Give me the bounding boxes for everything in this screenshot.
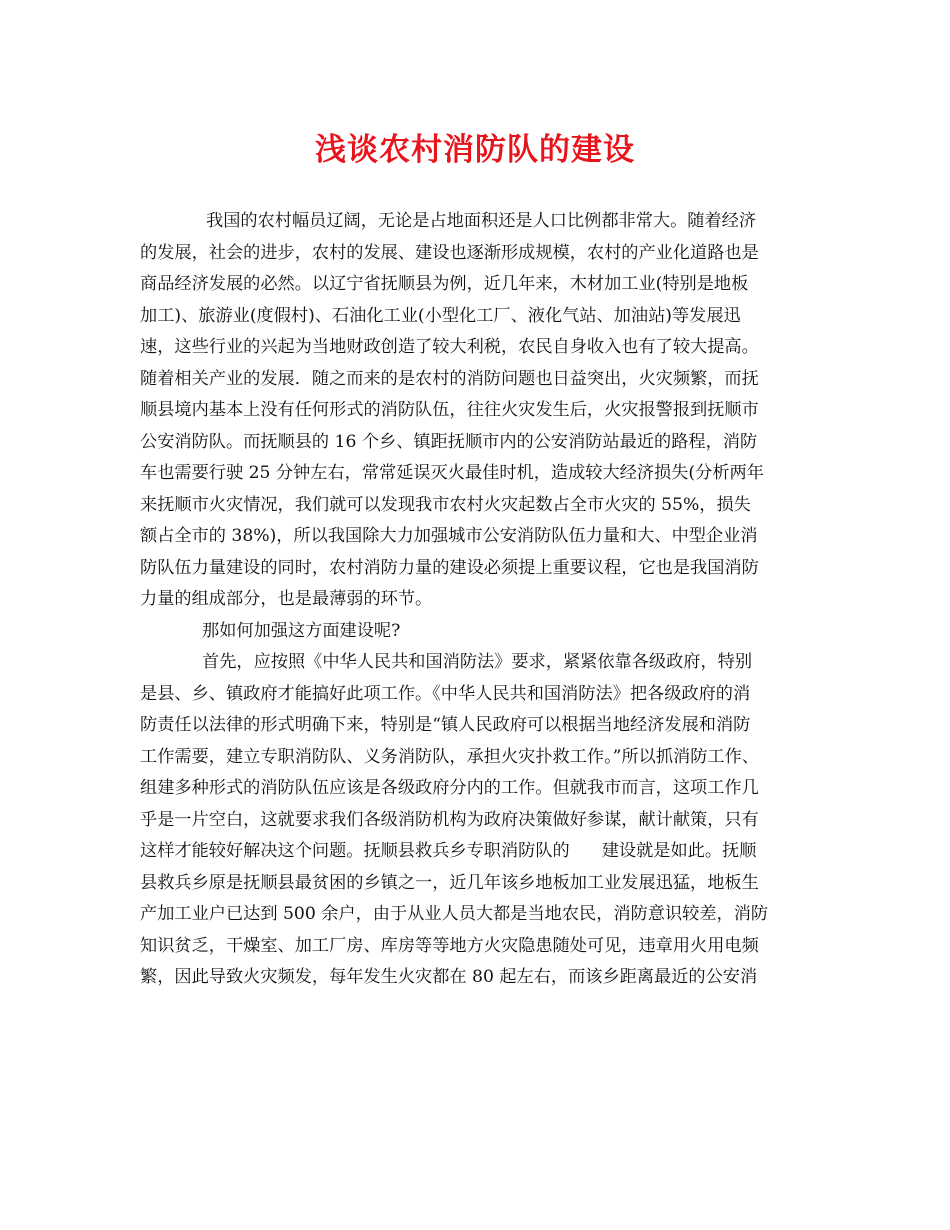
document-body — [140, 206, 814, 994]
paragraph-line: 产加工业户已达到 500 余户，由于从业人员大都是当地农民，消防意识较差，消防 — [140, 904, 769, 924]
paragraph-line: 来抚顺市火灾情况，我们就可以发现我市农村火灾起数占全市火灾的 55%，损失 — [140, 494, 751, 515]
paragraph-line-part: 这样才能较好解决这个问题。抚顺县救兵乡专职消防队的 — [140, 841, 570, 861]
paragraph-line: 工作需要，建立专职消防队、义务消防队，承担火灾扑救工作。”所以抓消防工作、 — [140, 746, 759, 767]
paragraph-line: 组建多种形式的消防队伍应该是各级政府分内的工作。但就我市而言，这项工作几 — [140, 778, 759, 798]
paragraph-line: 繁，因此导致火灾频发，每年发生火灾都在 80 起左右，而该乡距离最近的公安消 — [140, 967, 758, 987]
paragraph-line: 速，这些行业的兴起为当地财政创造了较大利税，农民自身收入也有了较大提高。 — [140, 337, 759, 357]
paragraph-line: 车也需要行驶 25 分钟左右，常常延误灭火最佳时机，造成较大经济损失(分析两年 — [140, 463, 764, 483]
paragraph-line: 公安消防队。而抚顺县的 16 个乡、镇距抚顺市内的公安消防站最近的路程，消防 — [140, 431, 758, 452]
paragraph-line: 力量的组成部分，也是最薄弱的环节。 — [140, 589, 433, 609]
document-title: 浅谈农村消防队的建设 — [315, 132, 635, 168]
paragraph-line: 防责任以法律的形式明确下来，特别是“镇人民政府可以根据当地经济发展和消防 — [140, 715, 751, 735]
paragraph-line: 随着相关产业的发展．随之而来的是农村的消防问题也日益突出，火灾频繁，而抚 — [140, 368, 759, 389]
paragraph-line: 防队伍力量建设的同时，农村消防力量的建设必须提上重要议程，它也是我国消防 — [140, 557, 759, 578]
paragraph-line: 乎是一片空白，这就要求我们各级消防机构为政府决策做好参谋，献计献策，只有 — [140, 809, 759, 830]
paragraph-line: 加工)、旅游业(度假村)、石油化工业(小型化工厂、液化气站、加油站)等发展迅 — [140, 305, 741, 326]
paragraph-line: 我国的农村幅员辽阔，无论是占地面积还是人口比例都非常大。随着经济 — [206, 211, 757, 231]
paragraph-line: 的发展，社会的进步，农村的发展、建设也逐渐形成规模，农村的产业化道路也是 — [140, 242, 759, 263]
paragraph-line: 顺县境内基本上没有任何形式的消防队伍，往往火灾发生后，火灾报警报到抚顺市 — [140, 400, 759, 420]
paragraph-line: 额占全市的 38%)，所以我国除大力加强城市公安消防队伍力量和大、中型企业消 — [140, 526, 758, 546]
paragraph-line: 是县、乡、镇政府才能搞好此项工作。《中华人民共和国消防法》把各级政府的消 — [140, 683, 751, 704]
paragraph-line-part: 建设就是如此。抚顺 — [601, 841, 757, 861]
paragraph-line — [140, 836, 814, 868]
paragraph-line: 知识贫乏，干燥室、加工厂房、库房等等地方火灾隐患随处可见，违章用火用电频 — [140, 935, 759, 956]
paragraph-line: 首先，应按照《中华人民共和国消防法》要求，紧紧依靠各级政府，特别 — [202, 652, 753, 672]
paragraph-line: 县救兵乡原是抚顺县最贫困的乡镇之一，近几年该乡地板加工业发展迅猛，地板生 — [140, 872, 759, 893]
paragraph-line: 商品经济发展的必然。以辽宁省抚顺县为例，近几年来，木材加工业(特别是地板 — [140, 274, 749, 294]
paragraph-line: 那如何加强这方面建设呢? — [202, 620, 401, 641]
